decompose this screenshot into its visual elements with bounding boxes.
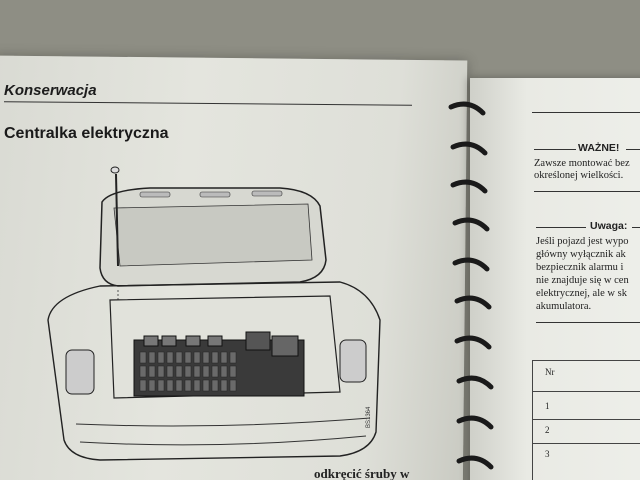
- fuse: [158, 366, 164, 377]
- fuse: [221, 380, 227, 391]
- warning-rule-left: [534, 149, 576, 150]
- body-text-fragment: odkręcić śruby w: [314, 466, 410, 480]
- fuse: [194, 380, 200, 391]
- fuse: [203, 366, 209, 377]
- fuse: [185, 366, 191, 377]
- fuse: [230, 380, 236, 391]
- fuse: [140, 366, 146, 377]
- caution-rule-right: [632, 227, 640, 228]
- fuse: [194, 352, 200, 363]
- table-header: Nr: [545, 367, 555, 377]
- warning-line-2: określonej wielkości.: [534, 170, 624, 181]
- fuse: [230, 366, 236, 377]
- fuse: [149, 380, 155, 391]
- caution-title: Uwaga:: [590, 220, 628, 232]
- figure-code: BS1364: [366, 406, 372, 428]
- fuse: [167, 380, 173, 391]
- fuse: [167, 352, 173, 363]
- table-row: 2: [545, 425, 550, 435]
- fuse: [140, 352, 146, 363]
- fuse: [221, 366, 227, 377]
- fuse: [221, 352, 227, 363]
- fuse: [203, 380, 209, 391]
- spiral-binding: [445, 95, 495, 480]
- fuse: [158, 380, 164, 391]
- fuse: [140, 380, 146, 391]
- fuse-box-illustration: [40, 160, 400, 480]
- table-row-line: [533, 391, 640, 392]
- caution-bottom-rule: [536, 322, 640, 323]
- fuse-table: [532, 360, 640, 480]
- right-top-rule: [532, 112, 640, 113]
- fuse: [185, 380, 191, 391]
- fuse: [167, 366, 173, 377]
- table-row-line: [533, 443, 640, 444]
- section-title: Konserwacja: [4, 82, 97, 99]
- warning-bottom-rule: [534, 191, 640, 192]
- fuse: [212, 366, 218, 377]
- caution-line-3: bezpiecznik alarmu i: [536, 262, 624, 273]
- table-row: 1: [545, 401, 550, 411]
- caution-line-5: elektrycznej, ale w sk: [536, 288, 627, 299]
- caution-line-6: akumulatora.: [536, 301, 592, 312]
- page-heading: Centralka elektryczna: [4, 125, 169, 142]
- fuse: [149, 366, 155, 377]
- fuse: [212, 380, 218, 391]
- fuse: [176, 380, 182, 391]
- fuse: [158, 352, 164, 363]
- table-row: 3: [545, 449, 550, 459]
- caution-line-4: nie znajduje się w cen: [536, 275, 629, 286]
- warning-rule-right: [626, 149, 640, 150]
- fuse: [203, 352, 209, 363]
- fuse: [194, 366, 200, 377]
- caution-rule-left: [536, 227, 586, 228]
- fuse: [230, 352, 236, 363]
- warning-line-1: Zawsze montować bez: [534, 158, 630, 169]
- warning-title: WAŻNE!: [578, 142, 620, 154]
- fuse: [212, 352, 218, 363]
- table-row-line: [533, 419, 640, 420]
- caution-line-1: Jeśli pojazd jest wypo: [536, 236, 629, 247]
- fuse: [185, 352, 191, 363]
- caution-line-2: główny wyłącznik ak: [536, 249, 626, 260]
- fuse: [149, 352, 155, 363]
- fuse: [176, 366, 182, 377]
- fuse: [176, 352, 182, 363]
